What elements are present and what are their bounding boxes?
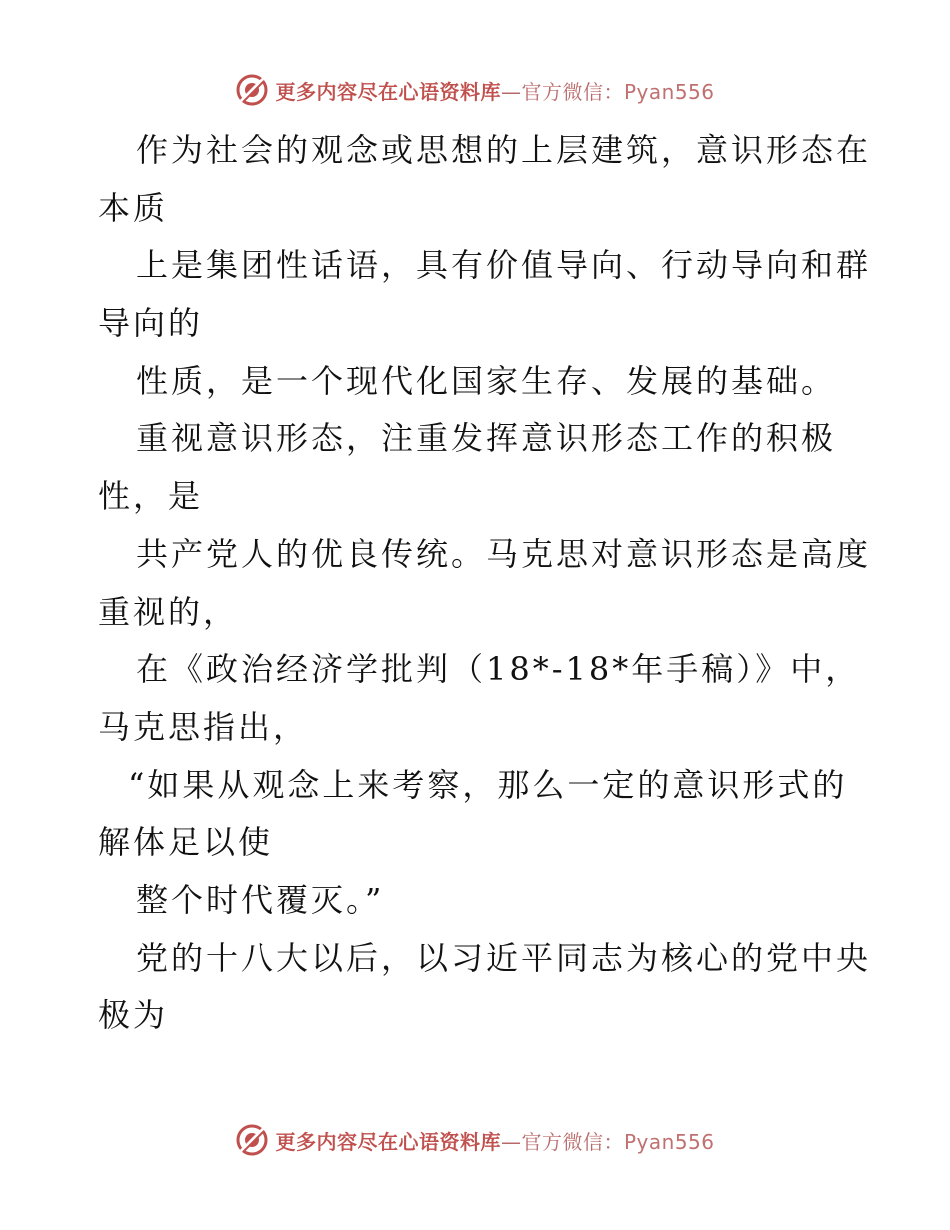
body-line: 解体足以使 <box>98 823 274 862</box>
footer-wechat-id: Pyan556 <box>623 1129 715 1154</box>
footer-banner-text <box>275 1126 714 1155</box>
footer-banner-rest: —官方微信： <box>500 1129 624 1154</box>
body-line: 重视意识形态，注重发挥意识形态工作的积极 <box>136 419 837 458</box>
document-body <box>98 122 872 1045</box>
body-line: 性质，是一个现代化国家生存、发展的基础。 <box>136 361 837 400</box>
header-wechat-id: Pyan556 <box>623 79 715 104</box>
body-line: 整个时代覆灭。” <box>136 880 385 919</box>
body-line: 导向的 <box>98 304 204 343</box>
body-line: 本质 <box>98 188 169 227</box>
body-line: 重视的， <box>98 592 239 631</box>
header-banner-lead: 更多内容尽在心语资料库 <box>275 79 501 104</box>
body-line: 性，是 <box>98 477 204 516</box>
header-banner-text <box>275 76 714 105</box>
brand-logo-icon <box>235 73 269 107</box>
body-line: 共产党人的优良传统。马克思对意识形态是高度 <box>136 534 872 573</box>
header-banner <box>0 70 950 110</box>
body-line: 作为社会的观念或思想的上层建筑，意识形态在 <box>136 131 872 169</box>
brand-logo-icon <box>235 1123 269 1157</box>
body-line: “如果从观念上来考察，那么一定的意识形式的 <box>128 765 848 804</box>
body-line: 党的十八大以后，以习近平同志为核心的党中央 <box>136 938 872 977</box>
body-line: 极为 <box>98 996 169 1035</box>
footer-banner <box>0 1120 950 1160</box>
body-line: 上是集团性话语，具有价值导向、行动导向和群 <box>136 246 872 285</box>
body-line: 在《政治经济学批判（18*-18*年手稿）》中， <box>136 650 861 689</box>
body-line: 马克思指出， <box>98 707 309 746</box>
header-banner-rest: —官方微信： <box>500 79 624 104</box>
footer-banner-lead: 更多内容尽在心语资料库 <box>275 1129 501 1154</box>
